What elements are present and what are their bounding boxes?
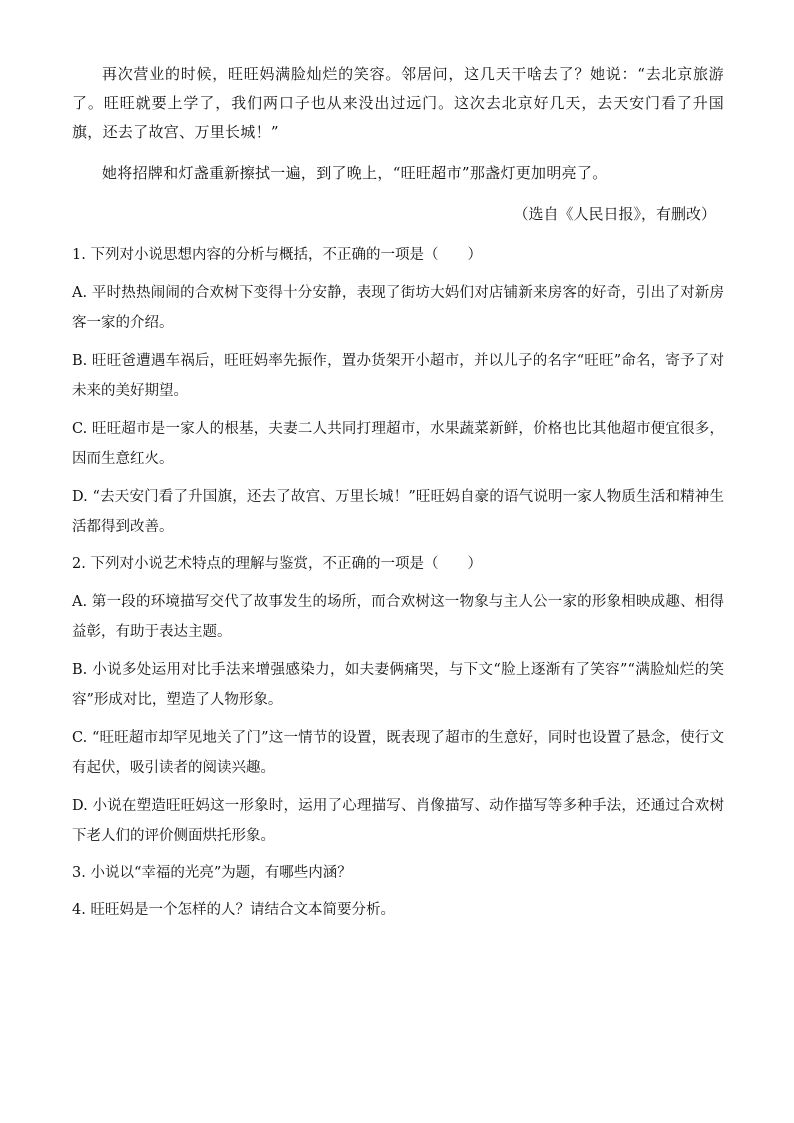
- question-4-stem: 4. 旺旺妈是一个怎样的人？请结合文本简要分析。: [72, 902, 395, 918]
- source-citation: （选自《人民日报》，有删改）: [513, 205, 716, 223]
- question-1-option-d: D. “去天安门看了升国旗，还去了故宫、万里长城！”旺旺妈自豪的语气说明一家人物质生活和精神生活都得到改善。: [72, 489, 724, 535]
- question-2-option-b: B. 小说多处运用对比手法来增强感染力，如夫妻俩痛哭，与下文“脸上逐渐有了笑容”“满脸灿烂的笑容”形成对比，塑造了人物形象。: [72, 662, 724, 708]
- question-3-stem: 3. 小说以“幸福的光亮”为题，有哪些内涵？: [72, 865, 352, 881]
- question-1-option-a: A. 平时热热闹闹的合欢树下变得十分安静，表现了街坊大妈们对店铺新来房客的好奇，引出了对新房客一家的介绍。: [72, 285, 724, 331]
- question-2-option-d: D. 小说在塑造旺旺妈这一形象时，运用了心理描写、肖像描写、动作描写等多种手法，还通过合欢树下老人们的评价侧面烘托形象。: [72, 798, 724, 844]
- question-1-option-c: C. 旺旺超市是一家人的根基，夫妻二人共同打理超市，水果蔬菜新鲜，价格也比其他超市便宜很多，因而生意红火。: [72, 421, 724, 467]
- question-2-option-a: A. 第一段的环境描写交代了故事发生的场所，而合欢树这一物象与主人公一家的形象相映成趣、相得益彰，有助于表达主题。: [72, 594, 724, 640]
- story-paragraph-2: 她将招牌和灯盏重新擦拭一遍，到了晚上，“旺旺超市”那盏灯更加明亮了。: [102, 164, 608, 182]
- question-1-option-b: B. 旺旺爸遭遇车祸后，旺旺妈率先振作，置办货架开小超市，并以儿子的名字“旺旺”命名，寄予了对未来的美好期望。: [72, 353, 724, 399]
- story-paragraph-1: 再次营业的时候，旺旺妈满脸灿烂的笑容。邻居问，这几天干啥去了？她说：“去北京旅游了。旺旺就要上学了，我们两口子也从来没出过远门。这次去北京好几天，去天安门看了升国旗，还去了故宫、万里长城！”: [72, 65, 724, 141]
- question-2-option-c: C. “旺旺超市却罕见地关了门”这一情节的设置，既表现了超市的生意好，同时也设置了悬念，使行文有起伏，吸引读者的阅读兴趣。: [72, 730, 724, 776]
- document-page: [72, 60, 724, 933]
- question-1-stem: 1. 下列对小说思想内容的分析与概括，不正确的一项是（ ）: [72, 247, 482, 263]
- question-2-stem: 2. 下列对小说艺术特点的理解与鉴赏，不正确的一项是（ ）: [72, 556, 482, 572]
